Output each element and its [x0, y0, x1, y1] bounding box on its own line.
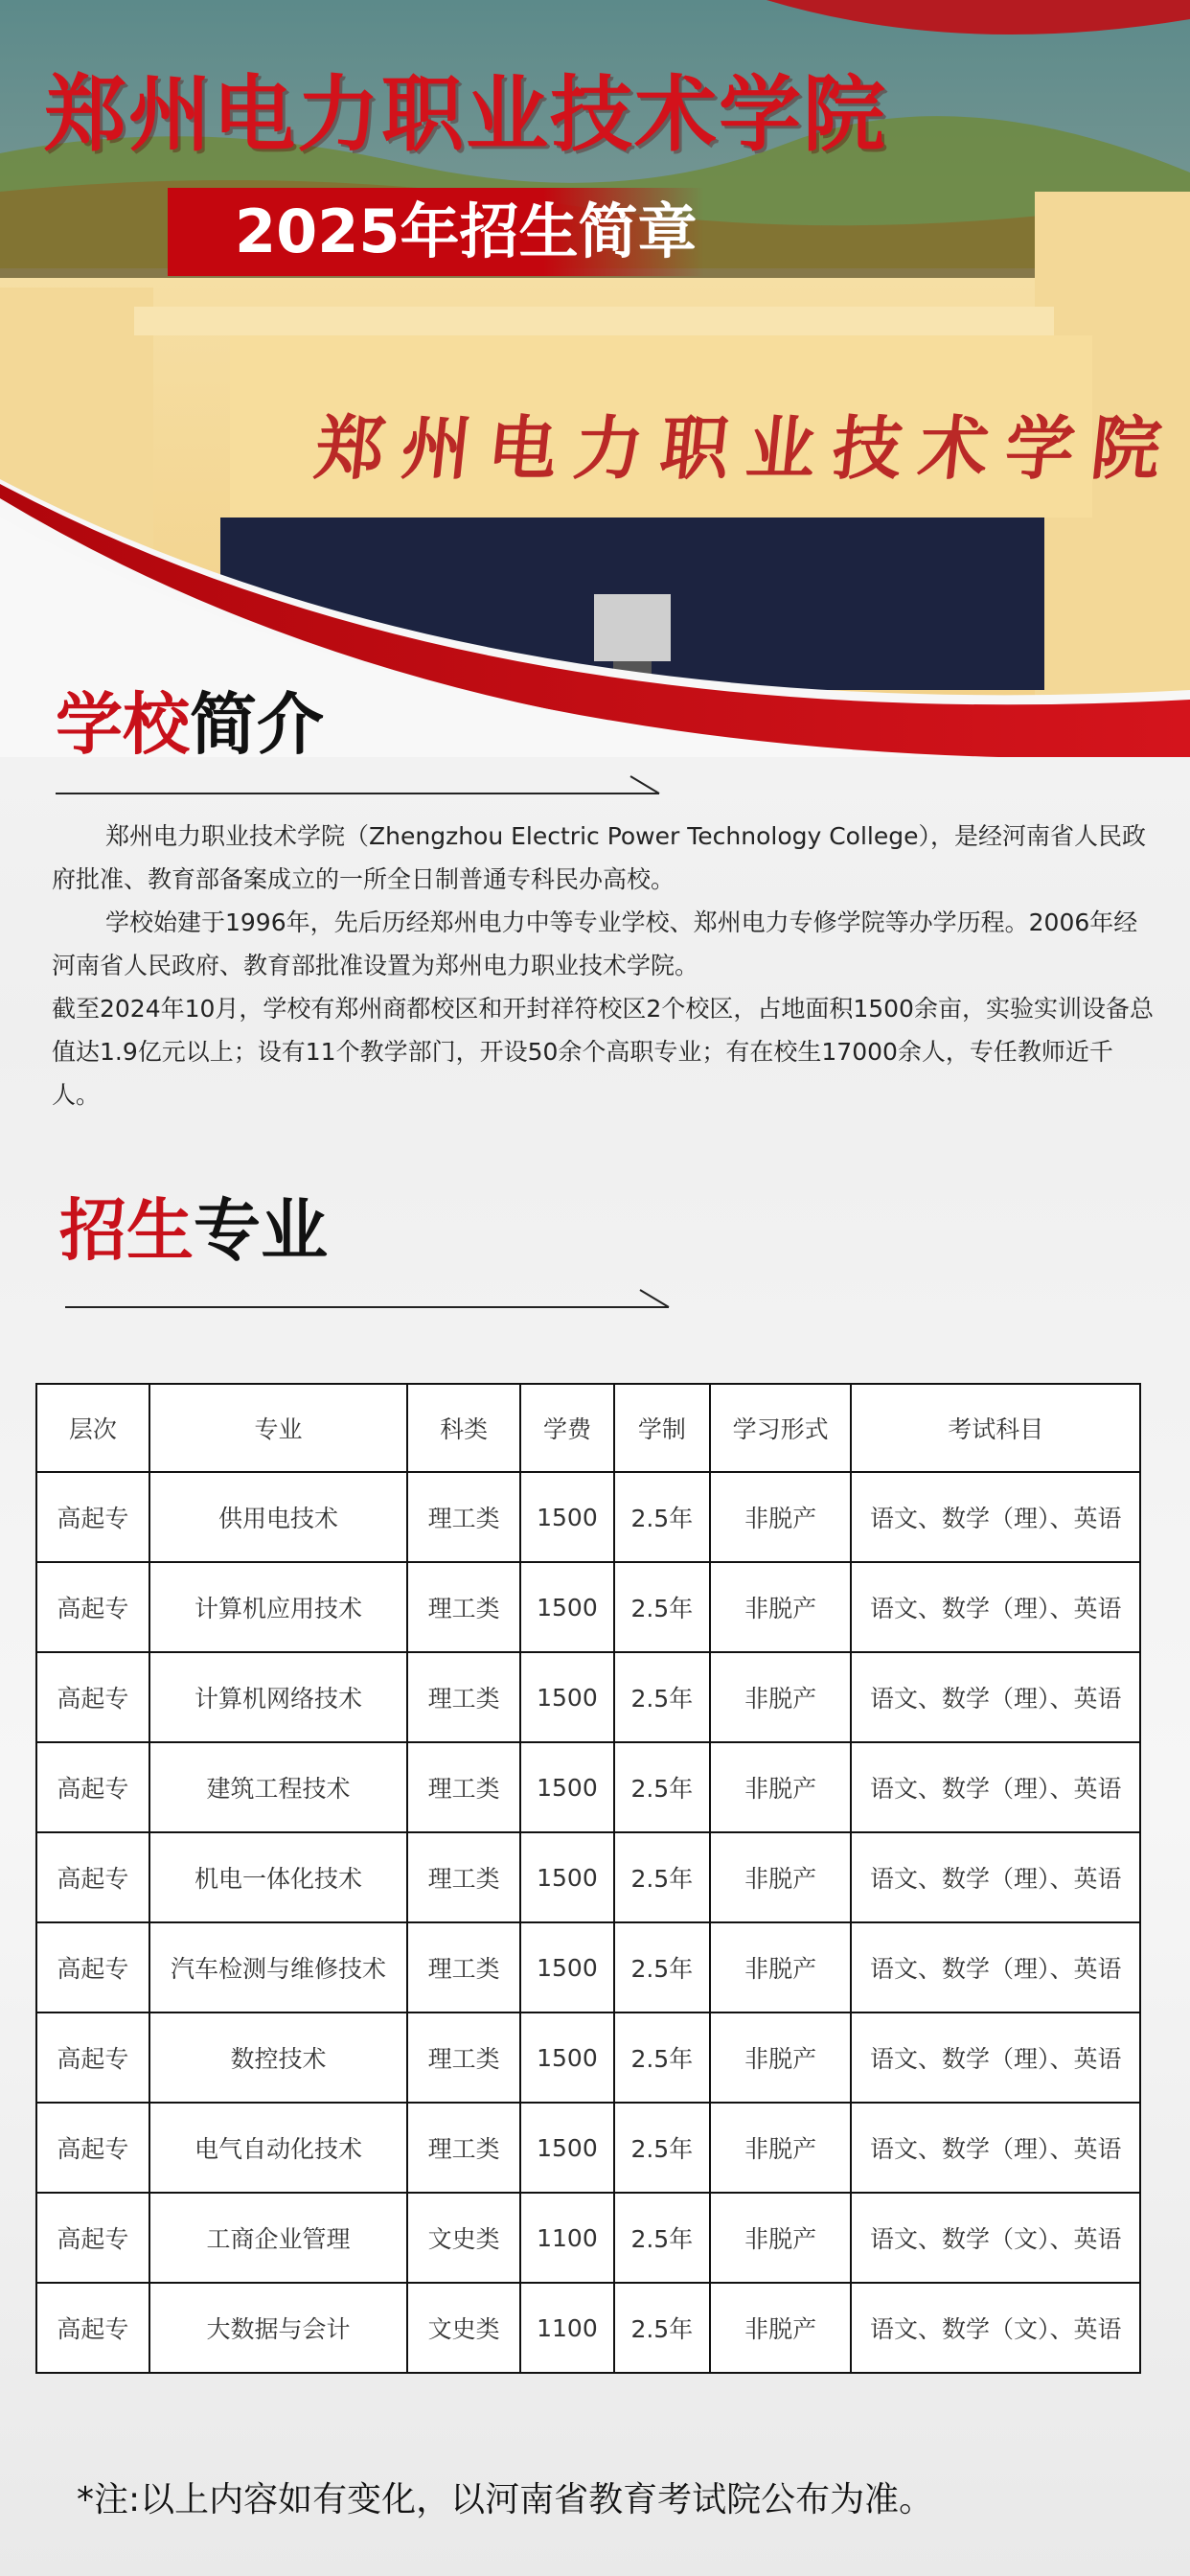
- cell-major: 建筑工程技术: [149, 1742, 407, 1832]
- cell-exam-subjects: 语文、数学（理）、英语: [851, 1832, 1140, 1922]
- cell-level: 高起专: [36, 1832, 149, 1922]
- cell-level: 高起专: [36, 1562, 149, 1652]
- cell-duration: 2.5年: [614, 1562, 710, 1652]
- cell-tuition: 1500: [520, 1472, 614, 1562]
- table-row: [36, 1832, 1140, 1922]
- column-header-level: 层次: [36, 1384, 149, 1472]
- cell-tuition: 1100: [520, 2283, 614, 2373]
- majors-heading-highlight: 招生: [59, 1191, 194, 1270]
- cell-duration: 2.5年: [614, 2193, 710, 2283]
- cell-duration: 2.5年: [614, 1832, 710, 1922]
- cell-category: 理工类: [407, 1562, 520, 1652]
- cell-exam-subjects: 语文、数学（理）、英语: [851, 1472, 1140, 1562]
- cell-exam-subjects: 语文、数学（文）、英语: [851, 2193, 1140, 2283]
- cell-exam-subjects: 语文、数学（理）、英语: [851, 1562, 1140, 1652]
- cell-exam-subjects: 语文、数学（理）、英语: [851, 1652, 1140, 1742]
- cell-major: 电气自动化技术: [149, 2103, 407, 2193]
- table-row: [36, 1742, 1140, 1832]
- cell-category: 理工类: [407, 1472, 520, 1562]
- intro-heading-highlight: 学校: [56, 685, 190, 764]
- brochure-subtitle: 2025年招生简章: [235, 196, 698, 266]
- column-header-duration: 学制: [614, 1384, 710, 1472]
- cell-major: 计算机应用技术: [149, 1562, 407, 1652]
- cell-duration: 2.5年: [614, 2283, 710, 2373]
- cell-category: 理工类: [407, 1922, 520, 2012]
- table-row: [36, 2103, 1140, 2193]
- majors-heading-rest: 专业: [194, 1191, 328, 1270]
- cell-level: 高起专: [36, 1472, 149, 1562]
- cell-tuition: 1500: [520, 1652, 614, 1742]
- cell-study-mode: 非脱产: [710, 1562, 852, 1652]
- intro-paragraph-2: 学校始建于1996年，先后历经郑州电力中等专业学校、郑州电力专修学院等办学历程。2006年经河南省人民政府、教育部批准设置为郑州电力职业技术学院。: [52, 908, 1138, 979]
- cell-study-mode: 非脱产: [710, 2193, 852, 2283]
- cell-level: 高起专: [36, 2012, 149, 2103]
- cell-study-mode: 非脱产: [710, 2283, 852, 2373]
- table-row: [36, 2012, 1140, 2103]
- cell-study-mode: 非脱产: [710, 2103, 852, 2193]
- cell-study-mode: 非脱产: [710, 1652, 852, 1742]
- table-row: [36, 1652, 1140, 1742]
- cell-duration: 2.5年: [614, 1742, 710, 1832]
- cell-tuition: 1500: [520, 1922, 614, 2012]
- cell-major: 计算机网络技术: [149, 1652, 407, 1742]
- intro-paragraph-1: 郑州电力职业技术学院（Zhengzhou Electric Power Technology College），是经河南省人民政府批准、教育部备案成立的一所全日制普通专科民办高校。: [52, 822, 1147, 893]
- majors-heading-rule: [65, 1284, 678, 1313]
- footnote: *注:以上内容如有变化，以河南省教育考试院公布为准。: [77, 2480, 934, 2519]
- cell-study-mode: 非脱产: [710, 1922, 852, 2012]
- subtitle-banner: [168, 188, 704, 276]
- table-header-row: [36, 1384, 1140, 1472]
- table-row: [36, 1922, 1140, 2012]
- hero-banner: [0, 0, 1190, 757]
- school-title: 郑州电力职业技术学院: [44, 67, 887, 163]
- majors-heading: [59, 1177, 328, 1274]
- majors-table: [35, 1383, 1141, 2374]
- column-header-tuition: 学费: [520, 1384, 614, 1472]
- cell-tuition: 1500: [520, 2012, 614, 2103]
- table-row: [36, 2283, 1140, 2373]
- cell-category: 理工类: [407, 2103, 520, 2193]
- cell-duration: 2.5年: [614, 1652, 710, 1742]
- cell-duration: 2.5年: [614, 1922, 710, 2012]
- cell-study-mode: 非脱产: [710, 2012, 852, 2103]
- intro-paragraph-3: 截至2024年10月，学校有郑州商都校区和开封祥符校区2个校区，占地面积1500余亩，实验实训设备总值达1.9亿元以上；设有11个教学部门，开设50余个高职专业；有在校生17000余人，专任教师近千人。: [52, 995, 1154, 1109]
- cell-level: 高起专: [36, 2283, 149, 2373]
- table-row: [36, 1562, 1140, 1652]
- cell-major: 机电一体化技术: [149, 1832, 407, 1922]
- cell-major: 汽车检测与维修技术: [149, 1922, 407, 2012]
- cell-exam-subjects: 语文、数学（理）、英语: [851, 2103, 1140, 2193]
- gate-sign-text: 郑州电力职业技术学院: [310, 407, 1182, 489]
- cell-level: 高起专: [36, 2103, 149, 2193]
- cell-tuition: 1500: [520, 1742, 614, 1832]
- cell-exam-subjects: 语文、数学（文）、英语: [851, 2283, 1140, 2373]
- cell-category: 文史类: [407, 2193, 520, 2283]
- cell-major: 工商企业管理: [149, 2193, 407, 2283]
- intro-heading: [56, 671, 324, 768]
- cell-exam-subjects: 语文、数学（理）、英语: [851, 1742, 1140, 1832]
- cell-category: 文史类: [407, 2283, 520, 2373]
- cell-major: 大数据与会计: [149, 2283, 407, 2373]
- cell-major: 供用电技术: [149, 1472, 407, 1562]
- cell-category: 理工类: [407, 1832, 520, 1922]
- cell-level: 高起专: [36, 1652, 149, 1742]
- cell-category: 理工类: [407, 1742, 520, 1832]
- cell-exam-subjects: 语文、数学（理）、英语: [851, 2012, 1140, 2103]
- cell-duration: 2.5年: [614, 1472, 710, 1562]
- cell-exam-subjects: 语文、数学（理）、英语: [851, 1922, 1140, 2012]
- cell-duration: 2.5年: [614, 2103, 710, 2193]
- column-header-major: 专业: [149, 1384, 407, 1472]
- column-header-exam-subjects: 考试科目: [851, 1384, 1140, 1472]
- cell-category: 理工类: [407, 1652, 520, 1742]
- cell-category: 理工类: [407, 2012, 520, 2103]
- cell-tuition: 1100: [520, 2193, 614, 2283]
- table-row: [36, 2193, 1140, 2283]
- intro-text: [52, 815, 1154, 1116]
- cell-tuition: 1500: [520, 1562, 614, 1652]
- cell-study-mode: 非脱产: [710, 1472, 852, 1562]
- cell-tuition: 1500: [520, 2103, 614, 2193]
- cell-tuition: 1500: [520, 1832, 614, 1922]
- cell-level: 高起专: [36, 1922, 149, 2012]
- cell-duration: 2.5年: [614, 2012, 710, 2103]
- intro-heading-rule: [56, 772, 669, 801]
- cell-level: 高起专: [36, 1742, 149, 1832]
- cell-study-mode: 非脱产: [710, 1832, 852, 1922]
- cell-level: 高起专: [36, 2193, 149, 2283]
- cell-major: 数控技术: [149, 2012, 407, 2103]
- intro-heading-rest: 简介: [190, 685, 324, 764]
- cell-study-mode: 非脱产: [710, 1742, 852, 1832]
- table-row: [36, 1472, 1140, 1562]
- column-header-category: 科类: [407, 1384, 520, 1472]
- column-header-study-mode: 学习形式: [710, 1384, 852, 1472]
